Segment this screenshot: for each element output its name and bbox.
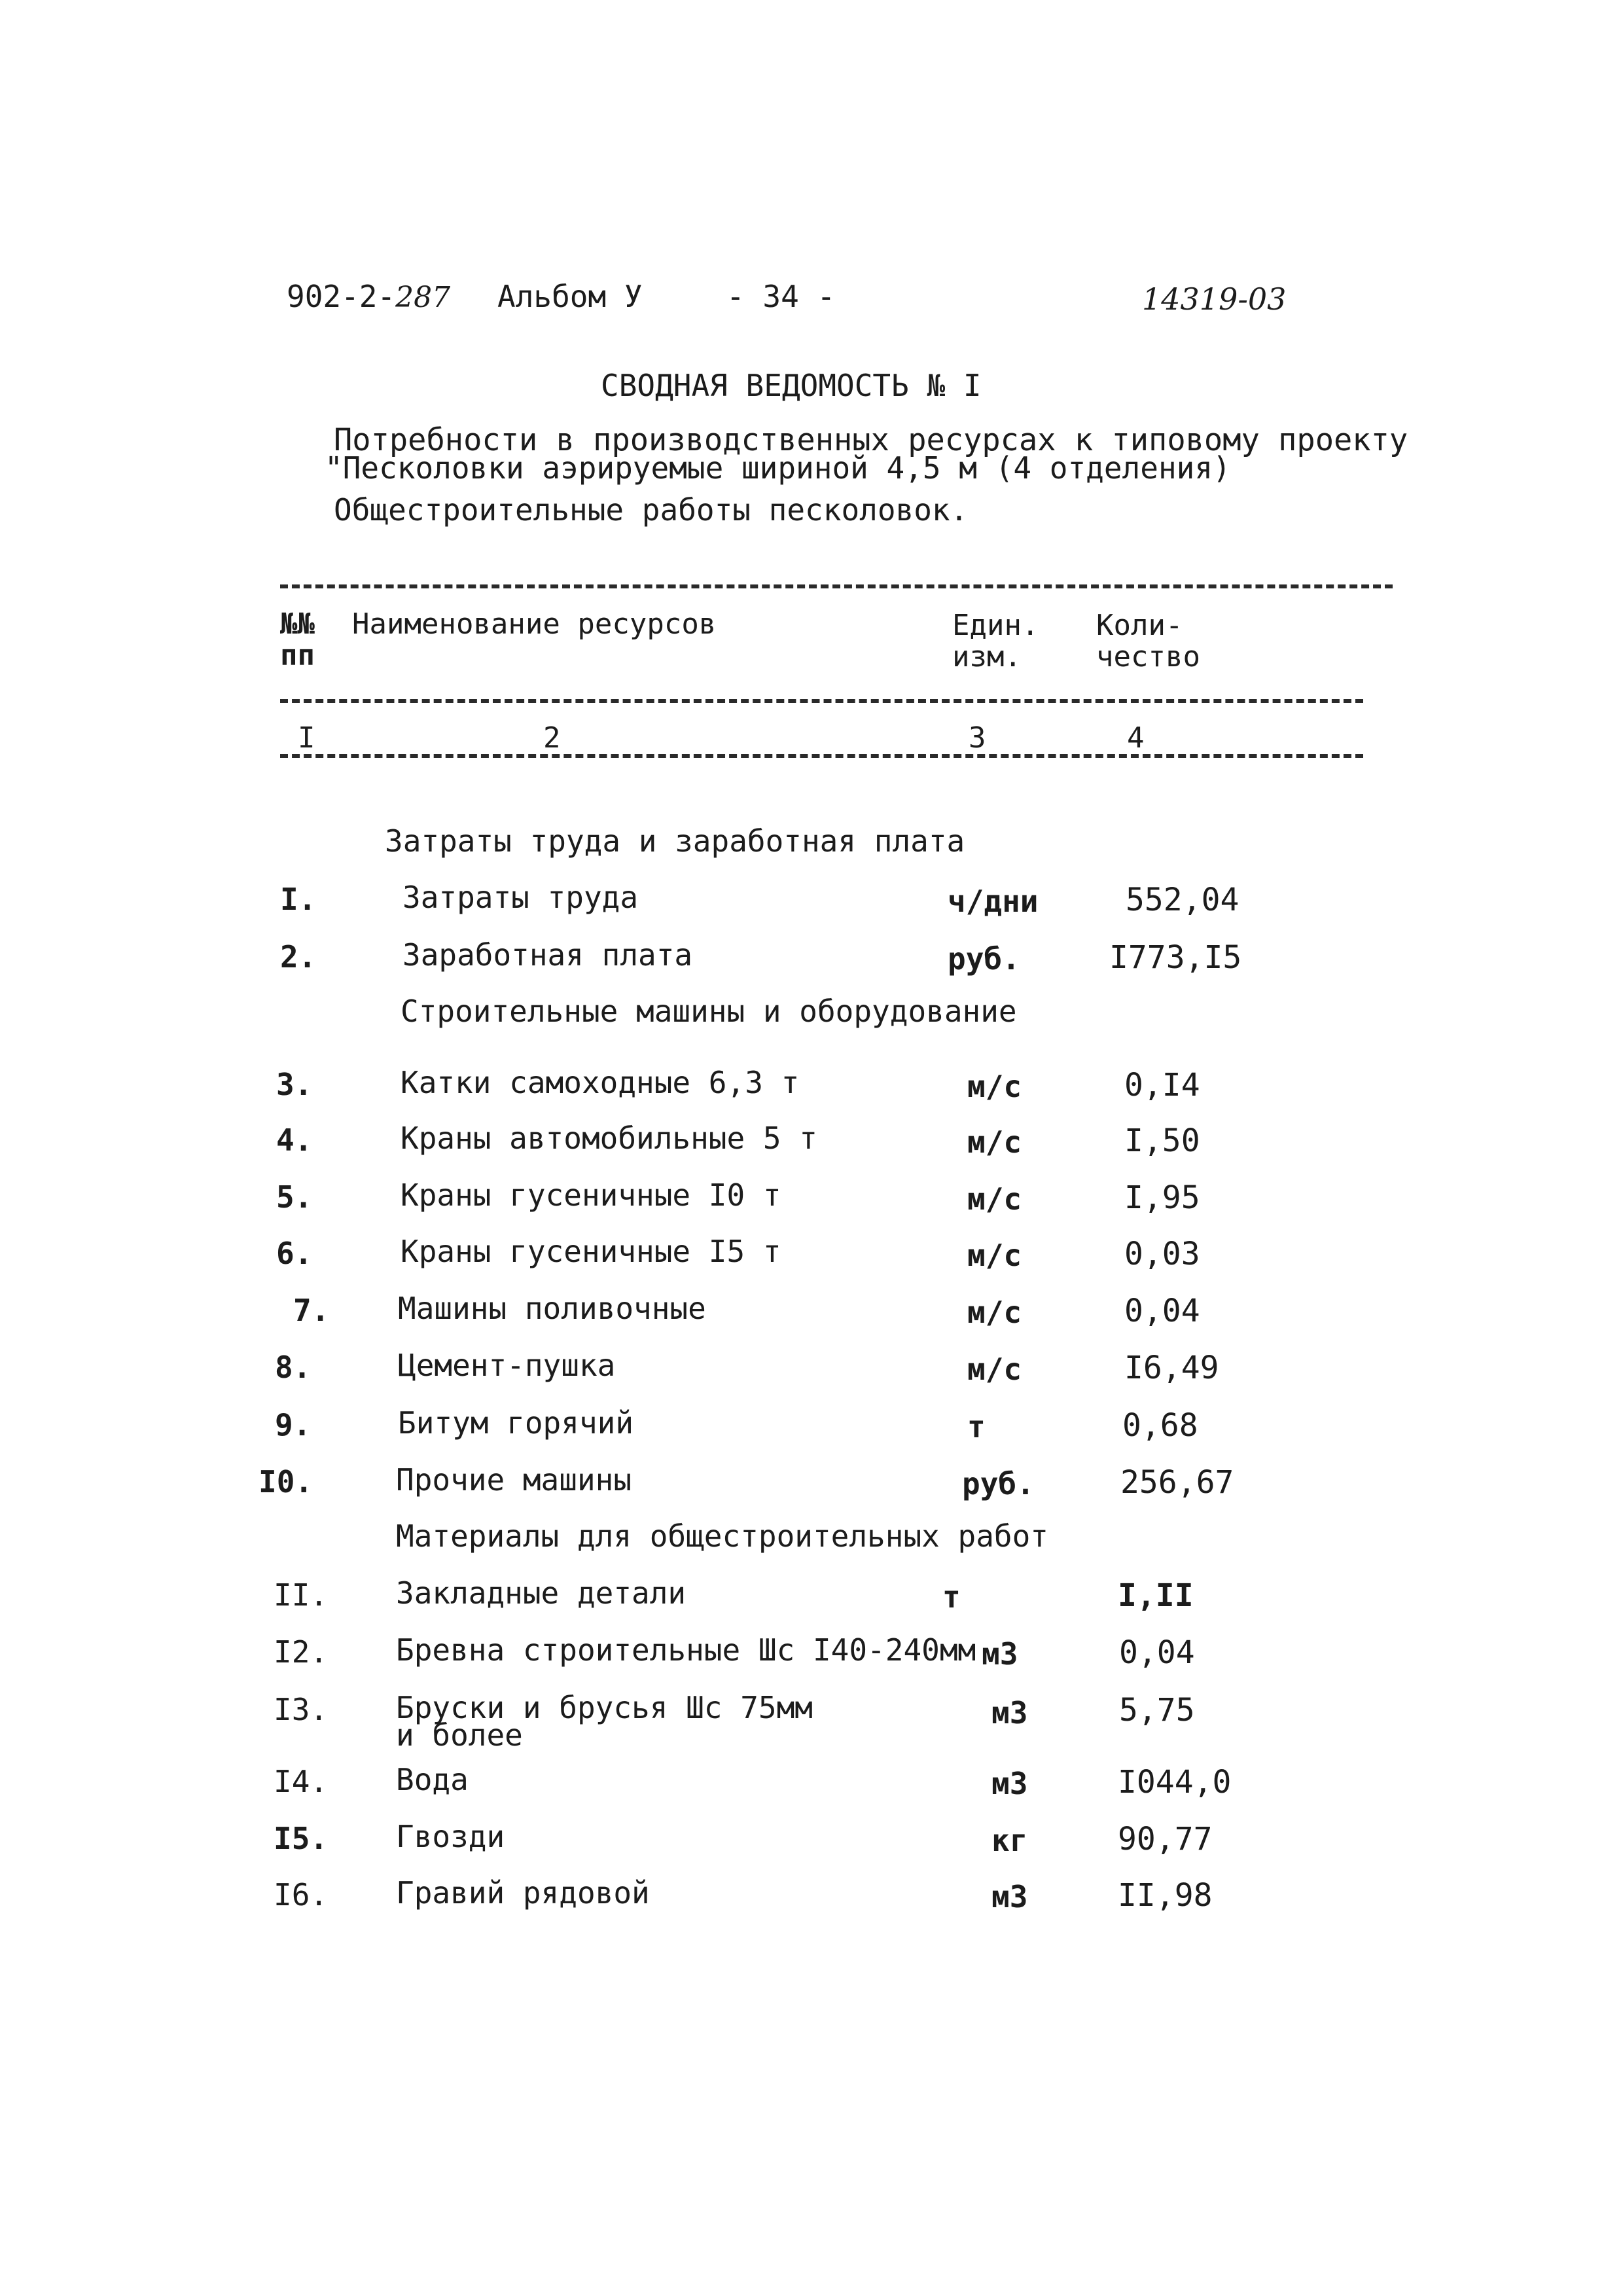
row-unit: м3: [991, 1695, 1028, 1731]
row-number: I.: [280, 882, 317, 917]
row-number: II.: [274, 1577, 329, 1613]
row-number: I2.: [274, 1634, 329, 1670]
row-resource-name: Гравий рядовой: [396, 1875, 650, 1910]
row-unit: м/с: [967, 1181, 1022, 1217]
row-number: 6.: [276, 1236, 313, 1271]
header-quantity-line2: чество: [1096, 640, 1200, 673]
column-number-3: 3: [969, 721, 986, 755]
document-code-suffix: 287: [395, 281, 451, 314]
row-quantity: 552,04: [1126, 882, 1240, 918]
row-number: 9.: [275, 1407, 312, 1443]
section-heading-materials: Материалы для общестроительных работ: [396, 1518, 1048, 1554]
row-number: I4.: [274, 1764, 329, 1799]
header-unit-line1: Един.: [952, 609, 1039, 642]
row-resource-name: Катки самоходные 6,3 т: [401, 1065, 800, 1100]
table-top-rule: [280, 584, 1393, 588]
row-unit: руб.: [948, 941, 1020, 977]
header-name: Наименование ресурсов: [352, 607, 717, 641]
row-resource-name: Закладные детали: [396, 1575, 687, 1611]
row-resource-name: [396, 1690, 813, 1753]
row-number: 8.: [275, 1350, 312, 1385]
album-label: Альбом У: [497, 279, 643, 314]
row-unit: м3: [982, 1636, 1018, 1672]
row-resource-name: Краны гусеничные I0 т: [401, 1177, 781, 1213]
row-resource-name: Заработная плата: [402, 937, 693, 973]
row-number: I5.: [274, 1821, 329, 1856]
row-resource-name-line2: и более: [396, 1717, 523, 1753]
row-number: 3.: [276, 1067, 313, 1102]
page-title: СВОДНАЯ ВЕДОМОСТЬ № I: [601, 368, 982, 403]
row-quantity: 0,04: [1124, 1293, 1200, 1329]
document-code-prefix: 902-2-: [287, 279, 396, 314]
row-resource-name: Прочие машины: [396, 1462, 632, 1498]
row-number: I0.: [259, 1464, 313, 1499]
row-quantity: 0,I4: [1124, 1067, 1200, 1103]
row-number: 7.: [293, 1293, 330, 1328]
header-number: [280, 609, 315, 672]
row-resource-name: Машины поливочные: [398, 1291, 706, 1326]
row-resource-name: Краны автомобильные 5 т: [401, 1121, 817, 1156]
row-quantity: 256,67: [1120, 1464, 1234, 1501]
row-number: 5.: [276, 1179, 313, 1215]
header-number-line2: пп: [280, 639, 315, 672]
handwritten-stamp: 14319-03: [1142, 281, 1287, 317]
section-heading-labor: Затраты труда и заработная плата: [385, 823, 965, 859]
row-quantity: I6,49: [1124, 1350, 1219, 1386]
row-unit: м3: [991, 1879, 1028, 1914]
row-resource-name: Гвозди: [396, 1819, 505, 1854]
row-unit: м/с: [967, 1352, 1022, 1387]
header-number-line1: №№: [280, 607, 315, 641]
row-unit: м/с: [967, 1124, 1022, 1160]
column-number-1: I: [298, 721, 315, 755]
header-quantity: [1096, 610, 1200, 673]
row-number: 2.: [280, 939, 317, 975]
row-unit: т: [967, 1409, 986, 1444]
row-quantity: II,98: [1118, 1877, 1213, 1914]
table-header-rule: [280, 699, 1363, 703]
row-resource-name: Битум горячий: [398, 1405, 634, 1441]
row-resource-name-line1: Бруски и брусья Шс 75мм: [396, 1690, 813, 1725]
row-quantity: 0,68: [1122, 1407, 1198, 1444]
row-unit: м/с: [967, 1238, 1022, 1273]
row-quantity: 90,77: [1118, 1821, 1213, 1857]
subtitle-line-1: Потребности в производственных ресурсах к типовому проекту: [334, 422, 1408, 458]
row-quantity: I,50: [1124, 1122, 1200, 1159]
row-unit: кг: [991, 1823, 1028, 1858]
row-quantity: 5,75: [1119, 1692, 1195, 1729]
row-resource-name: Бревна строительные Шс I40-240мм: [396, 1632, 976, 1668]
row-quantity: I,II: [1118, 1577, 1194, 1614]
row-number: I3.: [274, 1692, 329, 1727]
row-unit: ч/дни: [948, 884, 1039, 919]
header-quantity-line1: Коли-: [1096, 609, 1183, 642]
section-heading-machines: Строительные машины и оборудование: [401, 994, 1017, 1029]
column-number-2: 2: [543, 721, 561, 755]
row-unit: м/с: [967, 1069, 1022, 1104]
row-resource-name: Затраты труда: [402, 880, 639, 915]
document-code: [287, 279, 450, 314]
row-quantity: I,95: [1124, 1179, 1200, 1216]
row-quantity: 0,03: [1124, 1236, 1200, 1272]
row-resource-name: Вода: [396, 1762, 469, 1797]
table-numbers-rule: [280, 754, 1363, 758]
row-resource-name: Цемент-пушка: [398, 1348, 616, 1383]
column-number-4: 4: [1127, 721, 1145, 755]
subtitle-line-2: "Песколовки аэрируемые шириной 4,5 м (4 отделения): [325, 450, 1231, 486]
row-number: 4.: [276, 1122, 313, 1158]
row-quantity: 0,04: [1119, 1634, 1195, 1671]
row-quantity: I044,0: [1118, 1764, 1232, 1801]
row-unit: м/с: [967, 1295, 1022, 1330]
row-resource-name: Краны гусеничные I5 т: [401, 1234, 781, 1269]
row-quantity: I773,I5: [1109, 939, 1242, 976]
page-number: - 34 -: [726, 279, 836, 314]
row-unit: руб.: [962, 1466, 1035, 1501]
header-unit-line2: изм.: [952, 640, 1022, 673]
row-unit: м3: [991, 1766, 1028, 1801]
subtitle-line-3: Общестроительные работы песколовок.: [334, 492, 969, 528]
row-unit: т: [942, 1579, 961, 1615]
row-number: I6.: [274, 1877, 329, 1912]
header-unit: [952, 610, 1039, 673]
